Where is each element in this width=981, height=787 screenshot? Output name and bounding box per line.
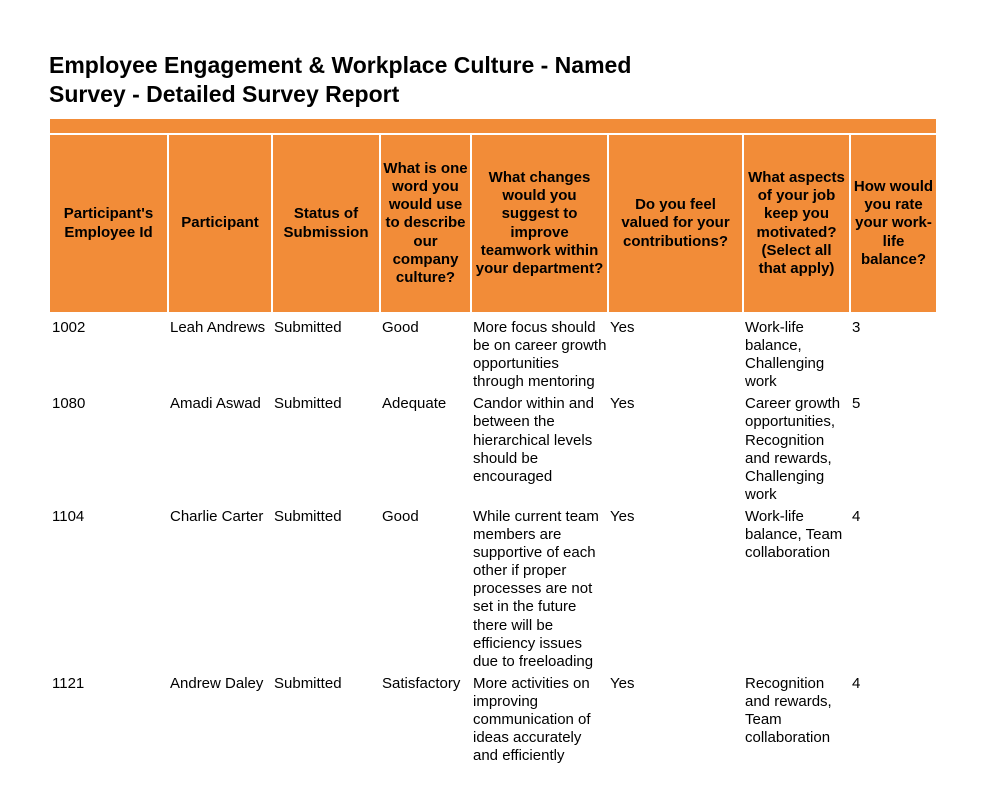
column-header-participant: Participant: [168, 135, 272, 312]
cell-status: Submitted: [274, 319, 342, 336]
cell-work-life-rating: 4: [852, 507, 861, 525]
table-row: [50, 395, 936, 508]
cell-work-life-rating: 5: [852, 395, 861, 413]
cell-status: Submitted: [274, 674, 342, 692]
cell-participant: Andrew Daley: [170, 674, 264, 692]
survey-table: [50, 135, 936, 769]
report-title-line-1: Employee Engagement & Workplace Culture - Named: [49, 52, 632, 78]
column-header-motivation-aspects: What aspects of your job keep you motivated? (Select all that apply): [743, 135, 850, 312]
cell-feel-valued: Yes: [610, 395, 635, 413]
column-header-teamwork-changes: What changes would you suggest to improve teamwork within your department?: [471, 135, 608, 312]
table-header-row: [50, 135, 936, 312]
cell-motivation-aspects: Work-life balance, Team collaboration: [745, 507, 843, 562]
cell-participant: Amadi Aswad: [170, 395, 261, 413]
cell-teamwork-changes: More focus should be on career growth opportunities through mentoring: [473, 319, 607, 391]
cell-culture-word: Good: [382, 319, 419, 336]
cell-employee-id: 1104: [52, 507, 85, 525]
cell-employee-id: 1080: [52, 395, 86, 413]
cell-employee-id: 1121: [52, 674, 85, 692]
table-row: [50, 508, 936, 675]
column-header-status: Status of Submission: [272, 135, 380, 312]
cell-feel-valued: Yes: [610, 507, 635, 525]
cell-culture-word: Adequate: [382, 395, 447, 413]
cell-employee-id: 1002: [52, 319, 86, 336]
column-header-feel-valued: Do you feel valued for your contributions?: [608, 135, 743, 312]
table-row: [50, 312, 936, 395]
report-title: [49, 51, 749, 109]
cell-teamwork-changes: More activities on improving communication of ideas accurately and efficiently: [473, 674, 591, 765]
report-title-line-2: Survey - Detailed Survey Report: [49, 81, 400, 107]
cell-status: Submitted: [274, 507, 342, 525]
cell-participant: Leah Andrews: [170, 319, 266, 336]
cell-motivation-aspects: Recognition and rewards, Team collaboration: [745, 674, 832, 747]
cell-teamwork-changes: Candor within and between the hierarchical levels should be encouraged: [473, 395, 594, 485]
cell-teamwork-changes: While current team members are supportive of each other if proper processes are not set in the future there will be efficiency issues due to freeloading: [473, 507, 599, 670]
cell-culture-word: Good: [382, 507, 419, 525]
cell-motivation-aspects: Career growth opportunities, Recognition and rewards, Challenging work: [745, 395, 841, 503]
cell-feel-valued: Yes: [610, 674, 635, 692]
cell-motivation-aspects: Work-life balance, Challenging work: [745, 319, 825, 391]
column-header-work-life-rating: How would you rate your work-life balance?: [850, 135, 936, 312]
column-header-employee-id: Participant's Employee Id: [50, 135, 168, 312]
cell-status: Submitted: [274, 395, 342, 413]
cell-work-life-rating: 3: [852, 319, 861, 336]
table-row: [50, 675, 936, 769]
cell-work-life-rating: 4: [852, 674, 861, 692]
header-accent-bar: [50, 119, 936, 133]
cell-participant: Charlie Carter: [170, 507, 264, 525]
cell-feel-valued: Yes: [610, 319, 635, 336]
cell-culture-word: Satisfactory: [382, 674, 461, 692]
column-header-culture-word: What is one word you would use to describe our company culture?: [380, 135, 471, 312]
